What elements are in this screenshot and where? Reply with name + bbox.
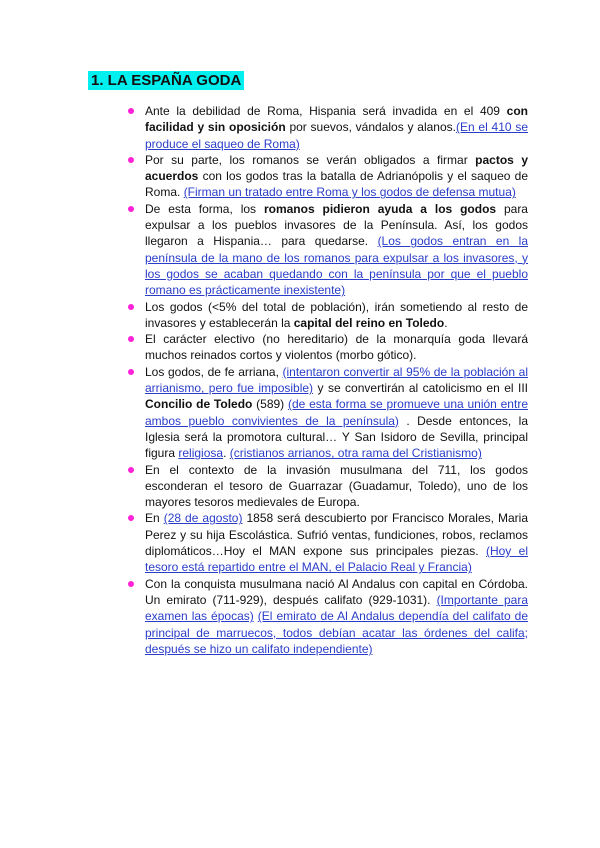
body-text: . <box>223 446 230 461</box>
body-text: Ante la debilidad de Roma, Hispania será invadida en el 409 <box>145 104 507 118</box>
bullet-dot-icon <box>128 206 134 212</box>
bullet-item <box>126 331 528 364</box>
body-text: Los godos, de fe arriana, <box>145 364 283 379</box>
bullet-list <box>126 103 528 657</box>
note-link[interactable]: (El emirato de Al Andalus dependía del califato de principal de marruecos, todos debían acatar las órdenes del califa; después se hizo un califato independiente) <box>145 609 529 656</box>
body-text: 1858 será descubierto por Francisco Morales, Maria Perez y su hija Escolástica. Sufrió ventas, fundiciones, robos, reclamos diplomáticos…Hoy el MAN expone sus principales piezas. <box>145 511 529 559</box>
bullet-item <box>126 462 528 511</box>
body-text: (589) <box>252 397 288 412</box>
body-text: para expulsar a los pueblos invasores de la Península. Así, los godos llegaron a Hispania… para quedarse. <box>145 201 528 249</box>
bullet-dot-icon <box>128 467 134 473</box>
note-link[interactable]: (Los godos entran en la península de la mano de los romanos para expulsar a los invasores, y los godos se acaban quedando con la península por que el pueblo romano es prácticamente inexistente) <box>145 234 528 298</box>
bullet-dot-icon <box>128 336 134 342</box>
bullet-item <box>126 299 528 332</box>
body-text: Los godos (<5% del total de población), irán sometiendo al resto de invasores y establecerán la <box>145 299 528 330</box>
note-link[interactable]: (28 de agosto) <box>163 511 243 526</box>
body-text: con los godos tras la batalla de Adrianópolis y el saqueo de Roma. <box>145 169 528 200</box>
bullet-item <box>126 364 528 462</box>
body-text: En <box>145 511 164 526</box>
body-text: y se convertirán al catolicismo en el III <box>313 381 528 396</box>
bullet-dot-icon <box>128 304 134 310</box>
bold-text: romanos pidieron ayuda a los godos <box>263 201 497 216</box>
body-text: por suevos, vándalos y alanos. <box>285 120 456 135</box>
note-link[interactable]: (cristianos arrianos, otra rama del Cristianismo) <box>229 446 482 461</box>
bullet-dot-icon <box>128 515 134 521</box>
bold-text: pactos y acuerdos <box>145 152 528 184</box>
bullet-dot-icon <box>128 157 134 163</box>
bullet-dot-icon <box>128 108 134 114</box>
note-link[interactable]: (En el 410 se produce el saqueo de Roma) <box>145 120 528 151</box>
body-text: De esta forma, los <box>145 201 264 216</box>
note-link[interactable]: (Importante para examen las épocas) <box>145 592 528 624</box>
body-text: . Desde entonces, la Iglesia será la promotora cultural… Y San Isidoro de Sevilla, principal figura <box>145 413 529 461</box>
bold-text: con facilidad y sin oposición <box>145 104 528 135</box>
note-link[interactable]: (de esta forma se promueve una unión entre ambos pueblo convivientes de la península) <box>145 397 528 428</box>
bold-text: Concilio de Toledo <box>145 397 253 412</box>
bullet-item <box>126 152 528 201</box>
bullet-item <box>126 576 528 657</box>
note-link[interactable]: (Hoy el tesoro está repartido entre el MAN, el Palacio Real y Francia) <box>145 544 528 575</box>
body-text: Con la conquista musulmana nació Al Andalus con capital en Córdoba. Un emirato (711-929), después califato (929-1031). <box>145 576 528 607</box>
body-text: En el contexto de la invasión musulmana del 711, los godos esconderan el tesoro de Guarrazar (Guadamur, Toledo), uno de los mayores tesoros medievales de Europa. <box>145 462 528 510</box>
bullet-dot-icon <box>128 581 134 587</box>
note-link[interactable]: (Firman un tratado entre Roma y los godos de defensa mutua) <box>183 185 516 200</box>
bullet-item <box>126 201 528 299</box>
body-text: Por su parte, los romanos se verán obligados a firmar <box>145 152 476 167</box>
body-text: El carácter electivo (no hereditario) de la monarquía goda llevará muchos reinados cortos y violentos (morbo gótico). <box>145 332 528 363</box>
bullet-item <box>126 103 528 152</box>
note-link[interactable]: (intentaron convertir al 95% de la población al arrianismo, pero fue imposible) <box>145 364 528 396</box>
body-text: . <box>444 315 448 330</box>
bullet-item <box>126 510 528 575</box>
note-link[interactable]: religiosa <box>178 446 224 461</box>
section-heading: 1. LA ESPAÑA GODA <box>88 71 244 90</box>
bold-text: capital del reino en Toledo <box>293 315 445 330</box>
bullet-dot-icon <box>128 369 134 375</box>
